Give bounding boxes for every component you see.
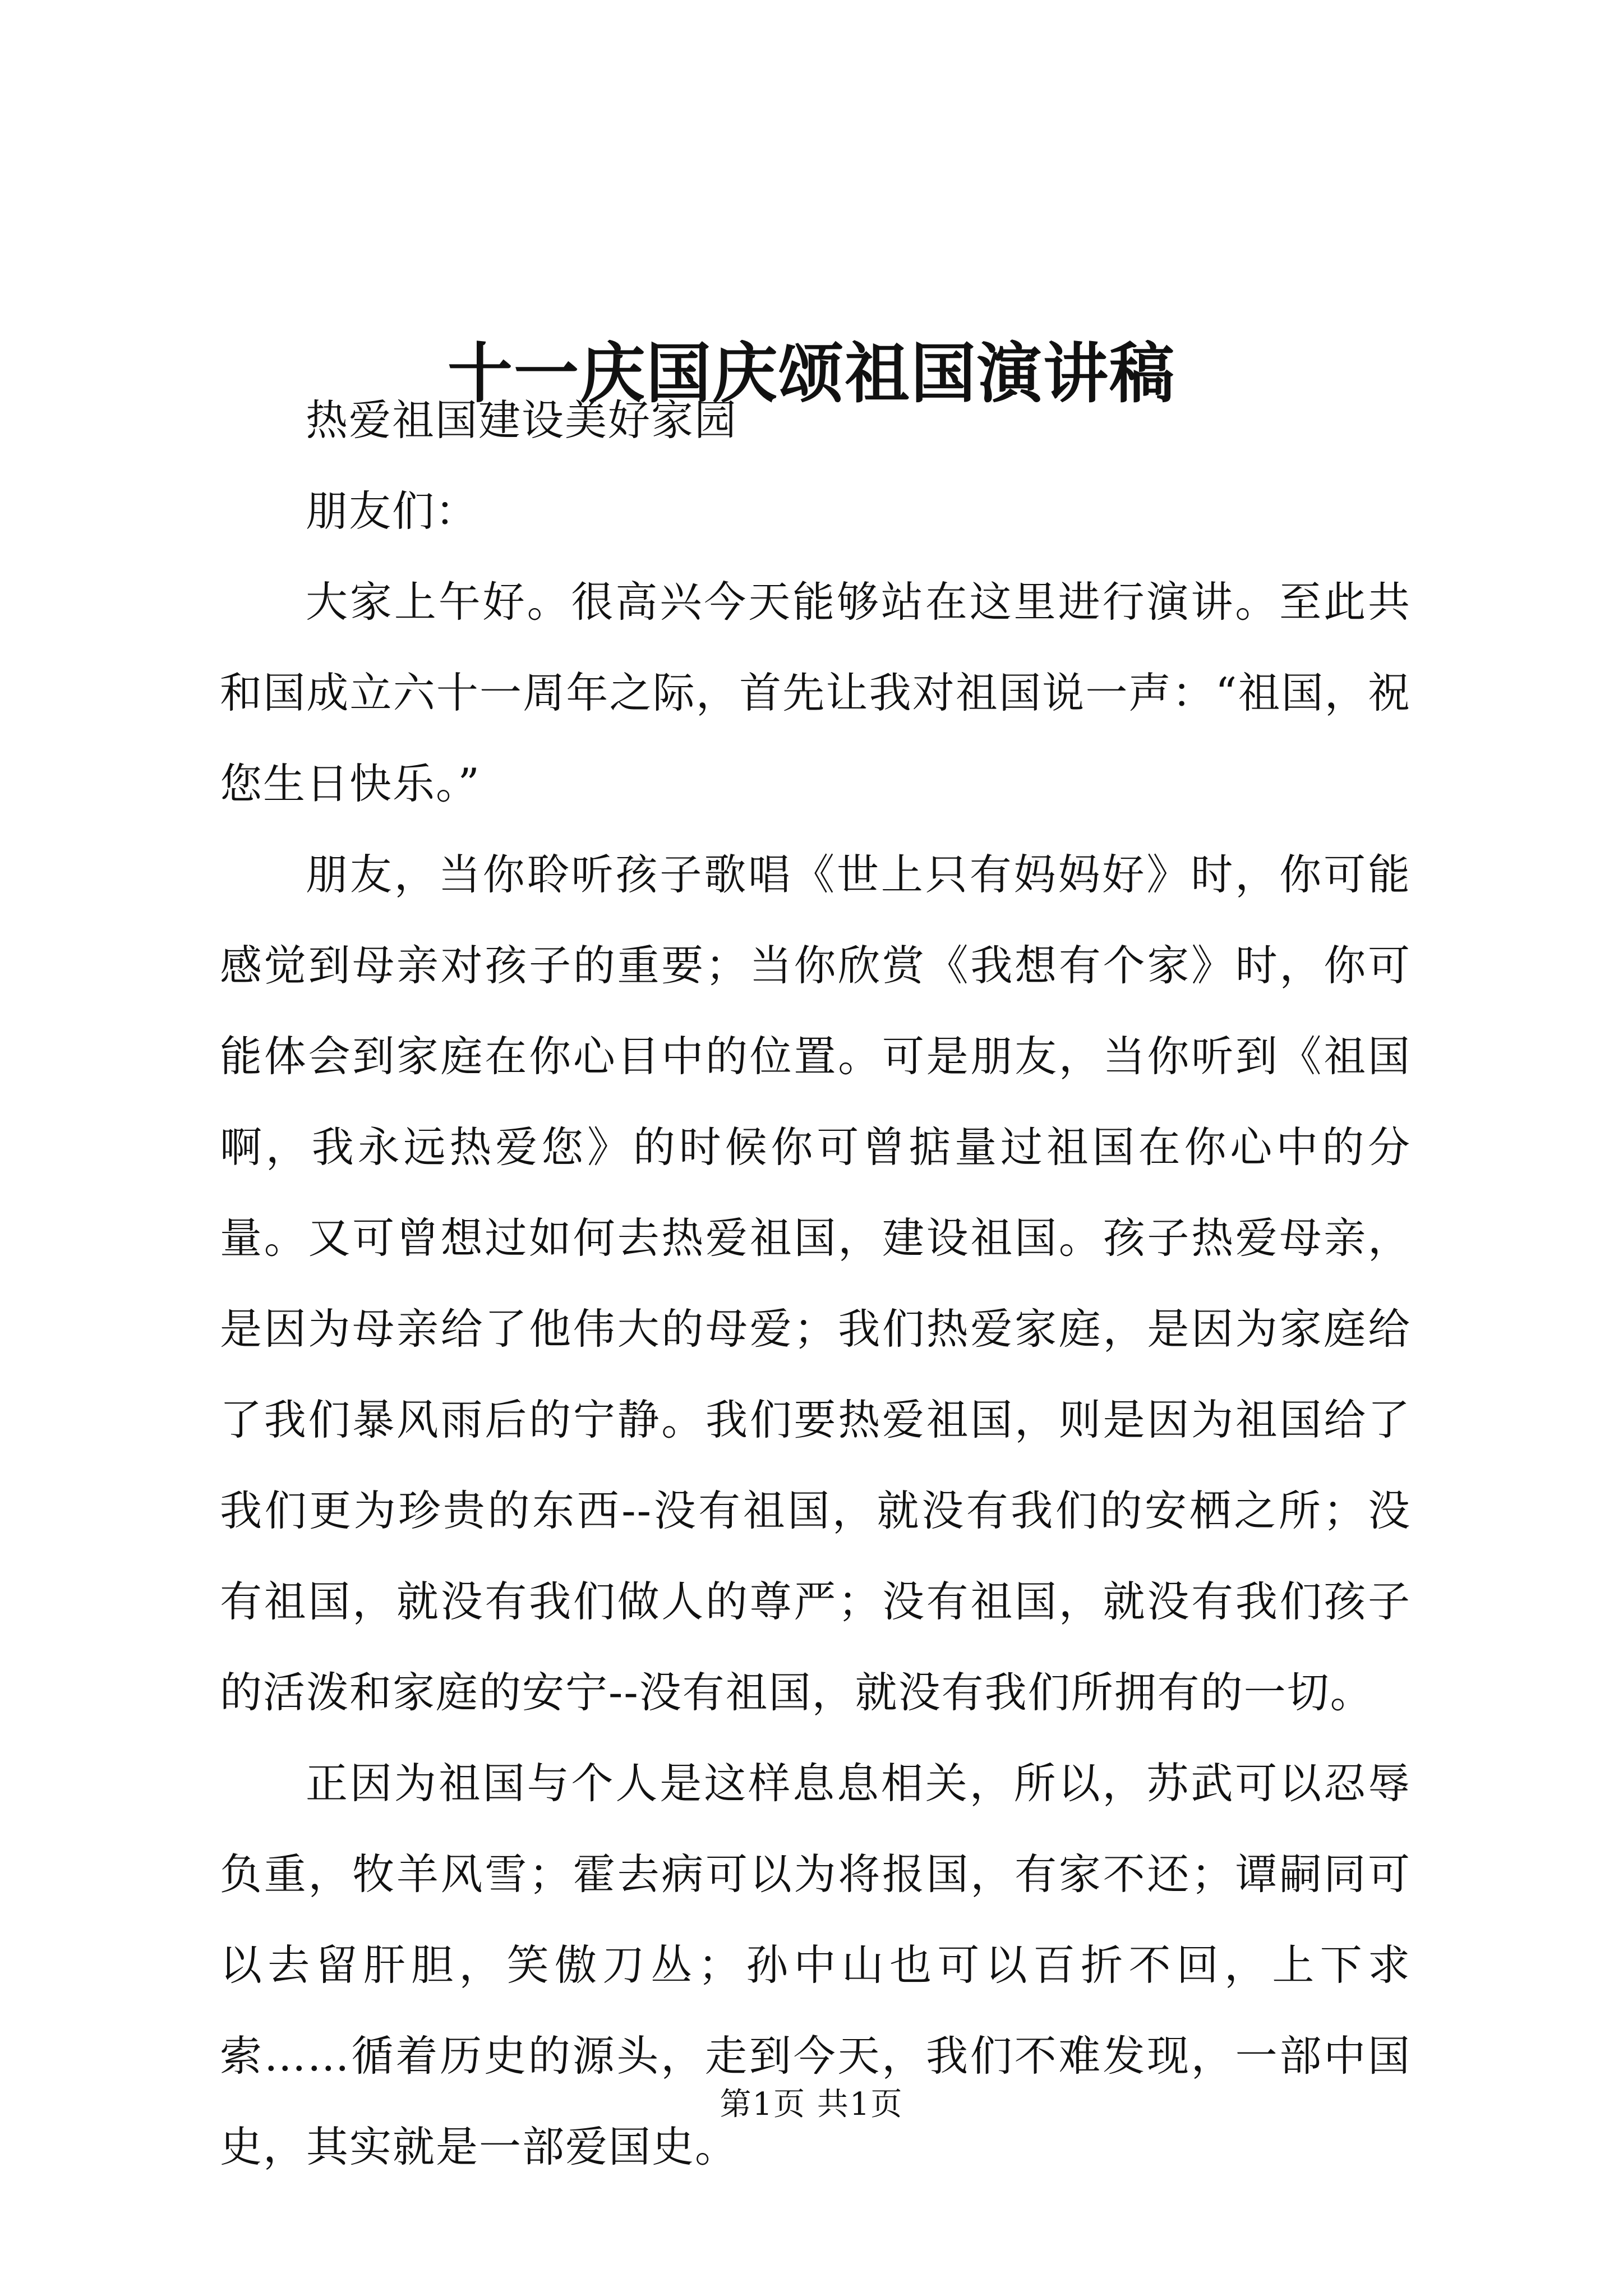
document-body [220,375,1411,2192]
body-paragraph: 朋友，当你聆听孩子歌唱《世上只有妈妈好》时，你可能感觉到母亲对孩子的重要；当你欣赏《我想有个家》时，你可能体会到家庭在你心目中的位置。可是朋友，当你听到《祖国啊，我永远热爱您》的时候你可曾掂量过祖国在你心中的分量。又可曾想过如何去热爱祖国，建设祖国。孩子热爱母亲，是因为母亲给了他伟大的母爱；我们热爱家庭，是因为家庭给了我们暴风雨后的宁静。我们要热爱祖国，则是因为祖国给了我们更为珍贵的东西--没有祖国，就没有我们的安栖之所；没有祖国，就没有我们做人的尊严；没有祖国，就没有我们孩子的活泼和家庭的安宁--没有祖国，就没有我们所拥有的一切。 [220,850,1411,1717]
body-paragraph: 正因为祖国与个人是这样息息相关，所以，苏武可以忍辱负重，牧羊风雪；霍去病可以为将报国，有家不还；谭嗣同可以去留肝胆，笑傲刀丛；孙中山也可以百折不回，上下求索……循着历史的源头，走到今天，我们不难发现，一部中国史，其实就是一部爱国史。 [220,1759,1411,2171]
body-paragraph: 大家上午好。很高兴今天能够站在这里进行演讲。至此共和国成立六十一周年之际，首先让我对祖国说一声：“祖国，祝您生日快乐。” [220,577,1411,808]
document-title: 十一庆国庆颂祖国演讲稿 [448,335,1175,412]
page-footer: 第1页 共1页 [720,2086,903,2123]
salutation-paragraph: 朋友们： [306,486,479,536]
subtitle-paragraph: 热爱祖国建设美好家园 [306,395,738,445]
